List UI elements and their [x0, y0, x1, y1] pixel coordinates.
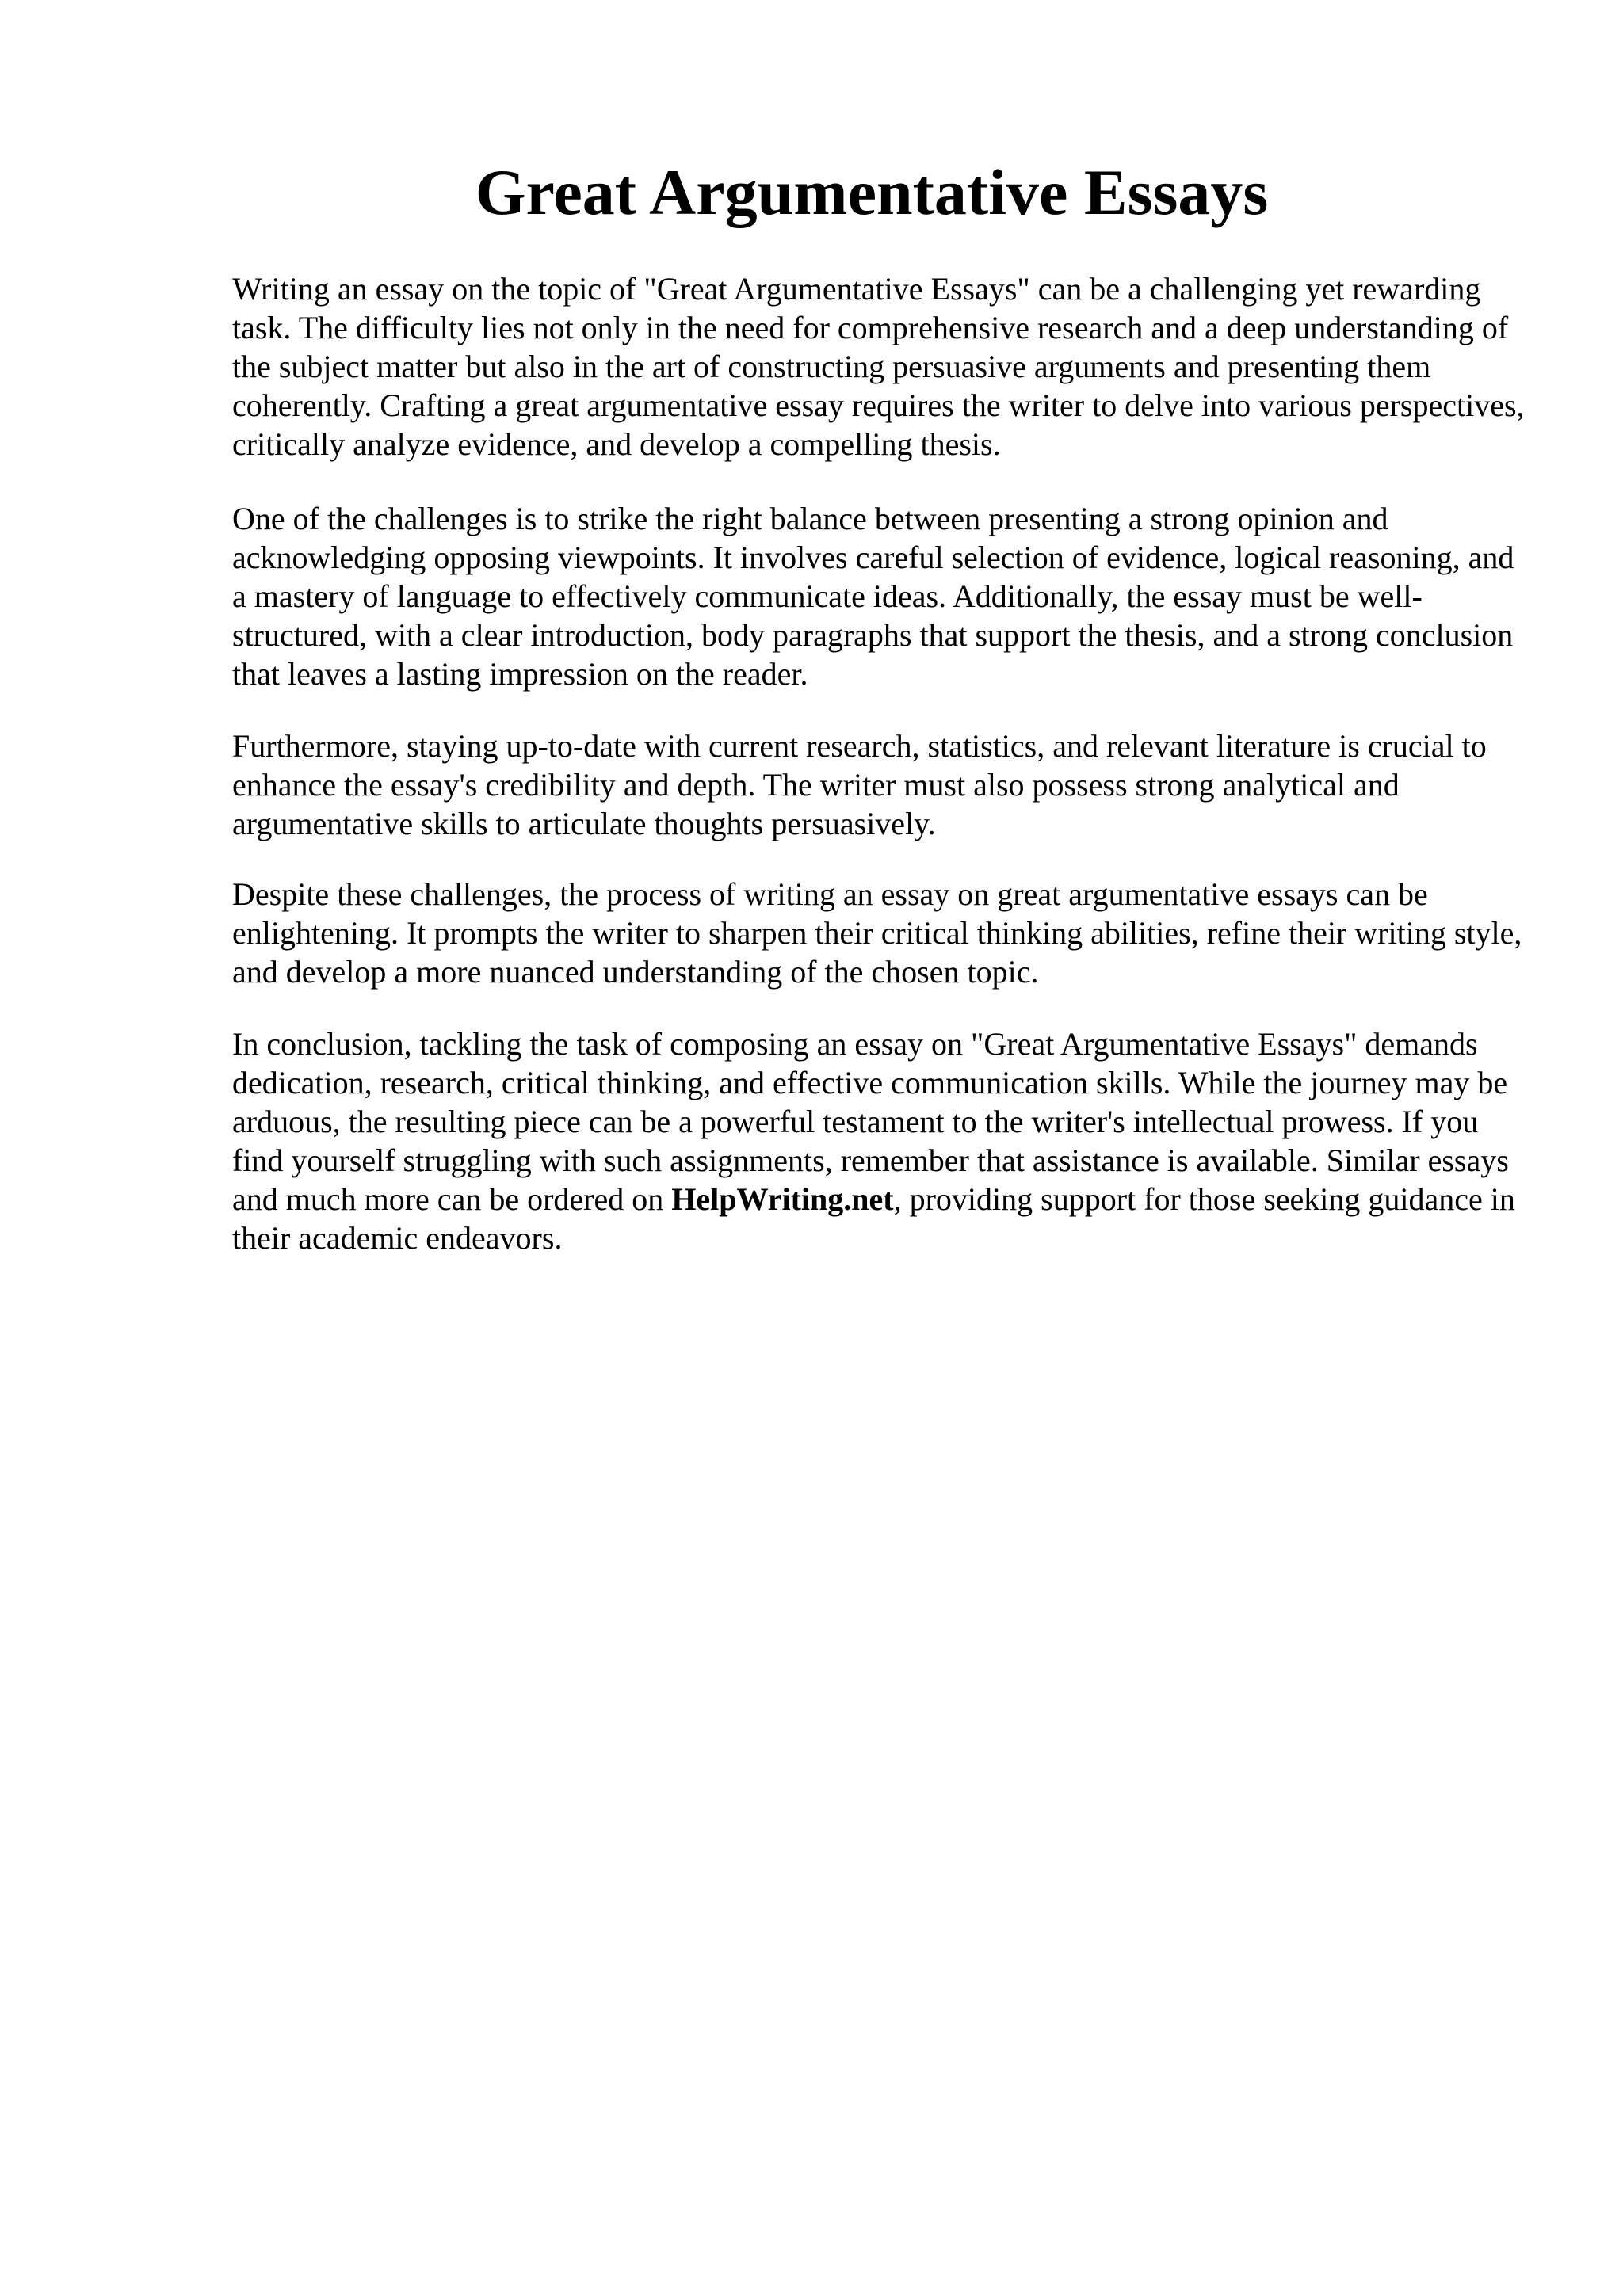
conclusion-text-after-link: , providing support for those seeking guidance in their academic endeavors.	[232, 1181, 1515, 1256]
helpwriting-link[interactable]: HelpWriting.net	[671, 1181, 894, 1217]
page-title: Great Argumentative Essays	[475, 156, 1269, 228]
paragraph-3: Furthermore, staying up-to-date with current research, statistics, and relevant literature is crucial to enhance the essay's credibility and depth. The writer must also possess strong analytical and argumentative skills to articulate thoughts persuasively.	[232, 728, 1487, 841]
paragraph-4: Despite these challenges, the process of writing an essay on great argumentative essays can be enlightening. It prompts the writer to sharpen their critical thinking abilities, refine their writing style, and develop a more nuanced understanding of the chosen topic.	[232, 876, 1522, 990]
paragraph-conclusion	[232, 1024, 1532, 1257]
conclusion-text-before-link: In conclusion, tackling the task of composing an essay on "Great Argumentative Essays" demands dedication, research, critical thinking, and effective communication skills. While the journey may be arduous, the resulting piece can be a powerful testament to the writer's intellectual prowess. If you find yourself struggling with such assignments, remember that assistance is available. Similar essays and much more can be ordered on	[232, 1026, 1509, 1217]
paragraph-1: Writing an essay on the topic of "Great Argumentative Essays" can be a challenging yet rewarding task. The difficulty lies not only in the need for comprehensive research and a deep understanding of the subject matter but also in the art of constructing persuasive arguments and presenting them coherently. Crafting a great argumentative essay requires the writer to delve into various perspectives, critically analyze evidence, and develop a compelling thesis.	[232, 271, 1525, 462]
paragraph-2: One of the challenges is to strike the right balance between presenting a strong opinion and acknowledging opposing viewpoints. It involves careful selection of evidence, logical reasoning, and a mastery of language to effectively communicate ideas. Additionally, the essay must be well-structured, with a clear introduction, body paragraphs that support the thesis, and a strong conclusion that leaves a lasting impression on the reader.	[232, 501, 1514, 692]
